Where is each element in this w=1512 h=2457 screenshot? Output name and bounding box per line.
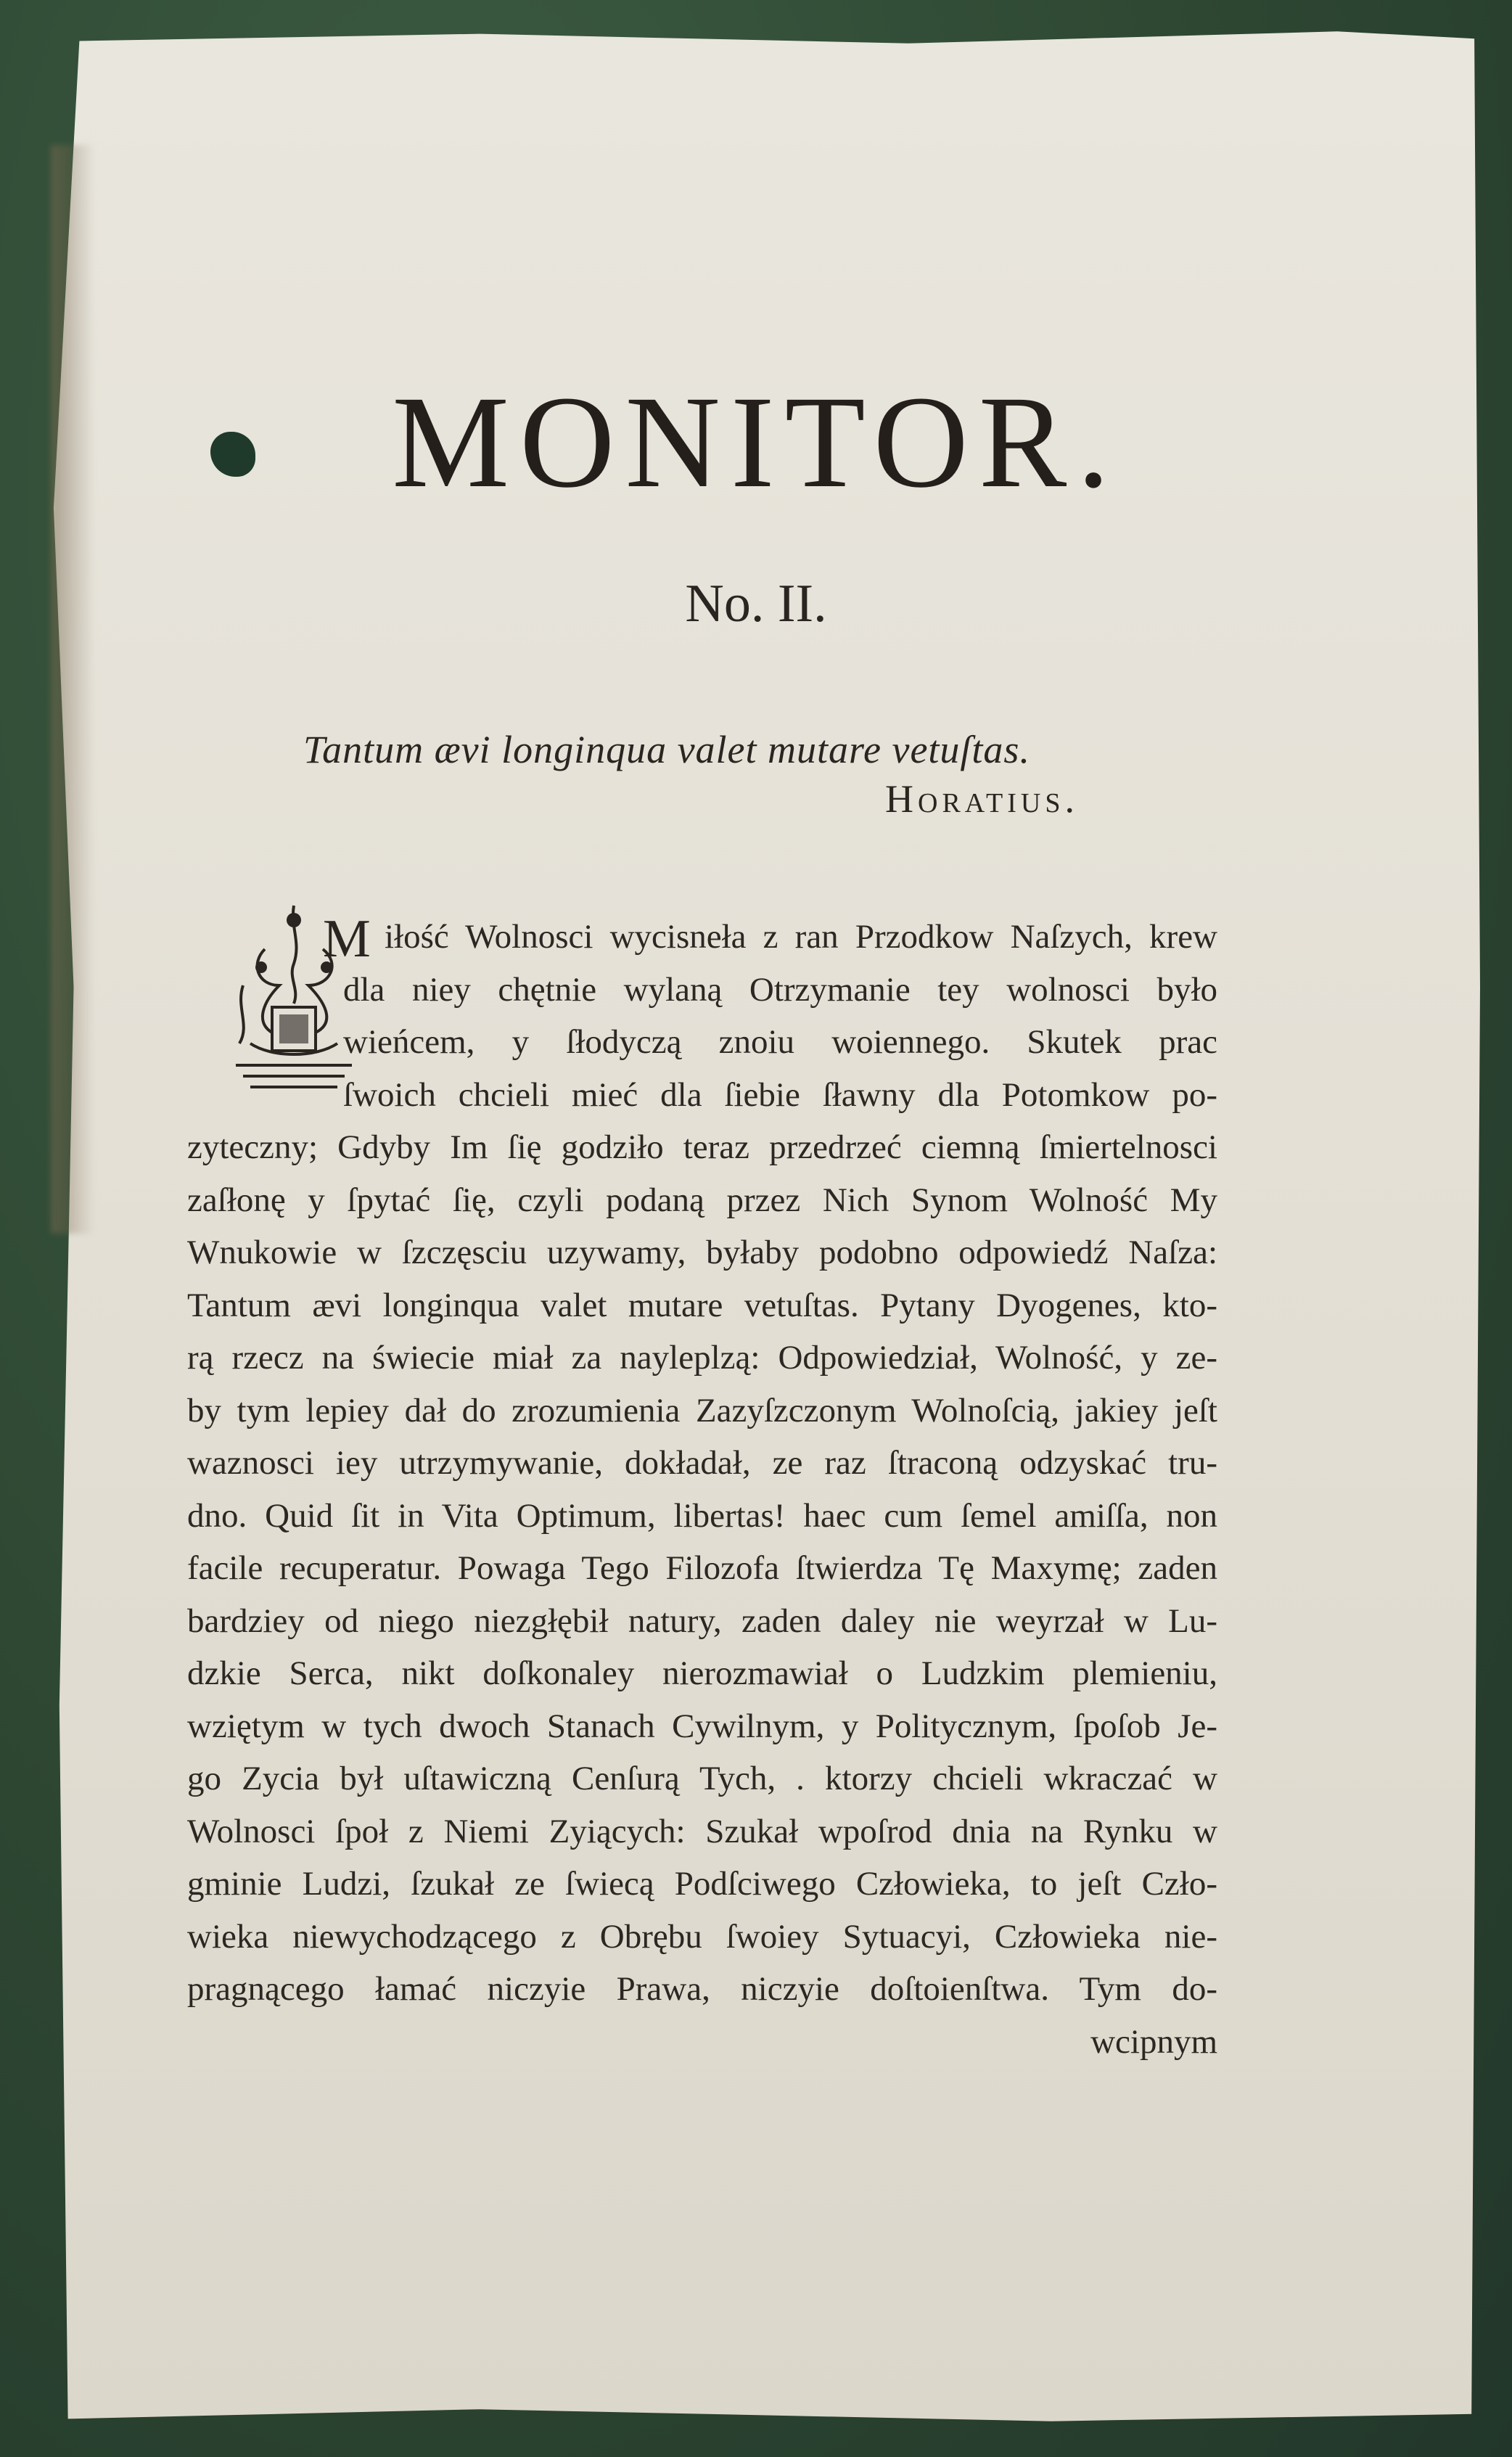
epigraph-author: Horatius. — [885, 777, 1079, 821]
body-line: wieka niewychodzącego z Obrębu ſwoiey Sytuacyi, Człowieka nie- — [187, 1917, 1217, 1956]
body-line: Tantum ævi longinqua valet mutare vetuſtas. Pytany Dyogenes, kto- — [187, 1286, 1217, 1324]
body-line: Wolnosci ſpoł z Niemi Zyiących: Szukał wpoſrod dnia na Rynku w — [187, 1812, 1217, 1850]
body-line: zyteczny; Gdyby Im ſię godziło teraz przedrzeć ciemną ſmiertelnosci — [187, 1128, 1217, 1166]
body-line: rą rzecz na świecie miał za nayleplzą: Odpowiedział, Wolność, y ze- — [187, 1339, 1217, 1377]
body-line: pragnącego łamać niczyie Prawa, niczyie doſtoienſtwa. Tym do- — [187, 1970, 1217, 2008]
body-line-catchword: wcipnym — [1090, 2022, 1217, 2061]
masthead-title: MONITOR. — [392, 369, 1120, 515]
body-line: zaſłonę y ſpytać ſię, czyli podaną przez Nich Synom Wolność My — [187, 1181, 1217, 1219]
body-line: wziętym w tych dwoch Stanach Cywilnym, y Politycznym, ſpoſob Je- — [187, 1707, 1217, 1745]
body-line: gminie Ludzi, ſzukał ze ſwiecą Podſciwego Człowieka, to jeſt Czło- — [187, 1865, 1217, 1903]
body-line: dzkie Serca, nikt doſkonaley nierozmawiał o Ludzkim plemieniu, — [187, 1654, 1217, 1692]
body-line: wieńcem, y ſłodyczą znoiu woiennego. Skutek prac — [343, 1023, 1217, 1061]
body-line: waznosci iey utrzymywanie, dokładał, ze raz ſtraconą odzyskać tru- — [187, 1444, 1217, 1482]
issue-number: No. II. — [685, 574, 827, 633]
body-line: iłość Wolnosci wycisneła z ran Przodkow Naſzych, krew — [385, 918, 1217, 956]
body-line: facile recuperatur. Powaga Tego Filozofa ſtwierdza Tę Maxymę; zaden — [187, 1549, 1217, 1587]
body-line: Wnukowie w ſzczęsciu uzywamy, byłaby podobno odpowiedź Naſza: — [187, 1234, 1217, 1271]
body-line: by tym lepiey dał do zrozumienia Zazyſzczonym Wolnoſcią, jakiey jeſt — [187, 1391, 1217, 1430]
body-line: bardziey od niego niezgłębił natury, zaden daley nie weyrzał w Lu- — [187, 1601, 1217, 1640]
body-line: ſwoich chcieli mieć dla ſiebie ſławny dla Potomkow po- — [343, 1075, 1217, 1114]
article-body — [187, 911, 1217, 2068]
epigraph-motto: Tantum ævi longinqua valet mutare vetuſtas. — [303, 728, 1030, 771]
edge-stain — [51, 145, 94, 1234]
drop-cap-letter: M — [323, 909, 371, 969]
body-line: go Zycia był uſtawiczną Cenſurą Tych, . ktorzy chcieli wkraczać w — [187, 1760, 1217, 1797]
body-line: dno. Quid ſit in Vita Optimum, libertas! haec cum ſemel amiſſa, non — [187, 1496, 1217, 1535]
body-line: dla niey chętnie wylaną Otrzymanie tey wolnosci było — [343, 970, 1217, 1009]
